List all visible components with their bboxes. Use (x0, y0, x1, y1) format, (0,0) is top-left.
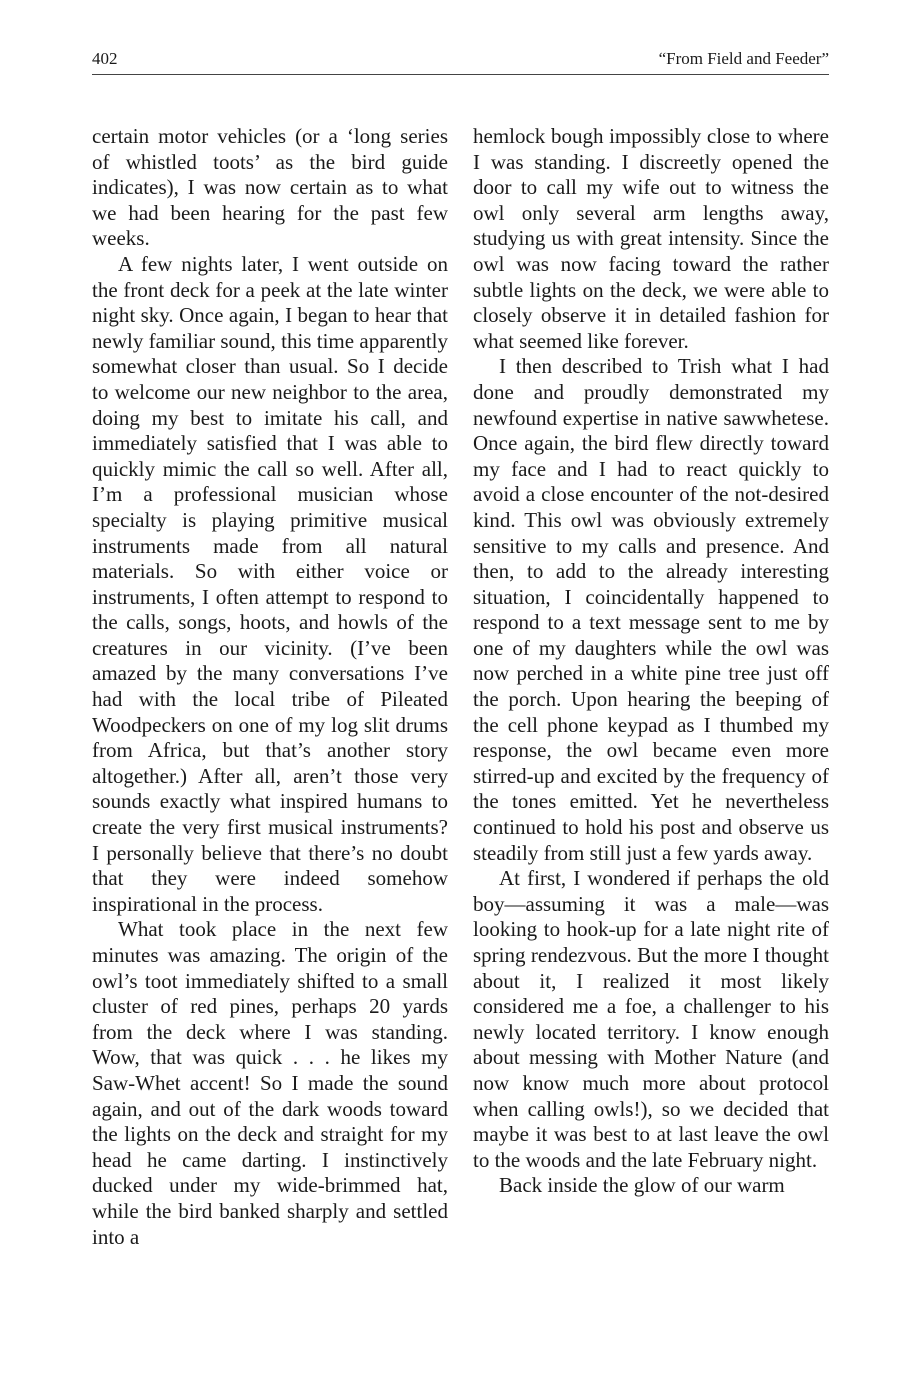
paragraph: certain motor vehicles (or a ‘long series of whistled toots’ as the bird guide indicates), I was now certain as to what we had been hearing for the past few weeks. (92, 124, 448, 251)
running-header (92, 48, 829, 74)
paragraph: hemlock bough impossibly close to where I was standing. I discreetly opened the door to call my wife out to witness the owl only several arm lengths away, studying us with great intensity. Since the owl was now facing toward the rather subtle lights on the deck, we were able to closely observe it in detailed fashion for what seemed like forever. (473, 124, 829, 353)
header-rule (92, 74, 829, 75)
paragraph: Back inside the glow of our warm (499, 1173, 785, 1198)
page-number: 402 (92, 49, 118, 68)
paragraph: I then described to Trish what I had done and proudly demonstrated my newfound expertise in native sawwhetese. Once again, the bird flew directly toward my face and I had to react quickly to avoid a close encounter of the not-desired kind. This owl was obviously extremely sensitive to my calls and presence. And then, to add to the already interesting situation, I coincidentally happened to respond to a text message sent to me by one of my daughters while the owl was now perched in a white pine tree just off the porch. Upon hearing the beeping of the cell phone keypad as I thumbed my response, the owl became even more stirred-up and excited by the frequency of the tones emitted. Yet he nevertheless continued to hold his post and observe us steadily from still just a few yards away. (473, 354, 829, 865)
right-column (473, 124, 829, 1199)
left-column (92, 124, 448, 1250)
paragraph: What took place in the next few minutes was amazing. The origin of the owl’s toot immediately shifted to a small cluster of red pines, perhaps 20 yards from the deck where I was standing. Wow, that was quick . . . he likes my Saw-Whet accent! So I made the sound again, and out of the dark woods toward the lights on the deck and straight for my head he came darting. I instinctively ducked under my wide-brimmed hat, while the bird banked sharply and settled into a (92, 917, 448, 1249)
running-title: “From Field and Feeder” (658, 49, 829, 68)
paragraph: A few nights later, I went outside on the front deck for a peek at the late winter night sky. Once again, I began to hear that newly familiar sound, this time apparently somewhat closer than usual. So I decide to welcome our new neighbor to the area, doing my best to imitate his call, and immediately satisfied that I was able to quickly mimic the call so well. After all, I’m a professional musician whose specialty is playing primitive musical instruments made from all natural materials. So with either voice or instruments, I often attempt to respond to the calls, songs, hoots, and howls of the creatures in our vicinity. (I’ve been amazed by the many conversations I’ve had with the local tribe of Pileated Woodpeckers on one of my log slit drums from Africa, but that’s another story altogether.) After all, aren’t those very sounds exactly what inspired humans to create the very first musical instruments? I personally believe that there’s no doubt that they were indeed somehow inspirational in the process. (92, 251, 448, 916)
paragraph: At first, I wondered if perhaps the old boy—assuming it was a male—was looking to hook-up for a late night rite of spring rendezvous. But the more I thought about it, I realized it most likely considered me a foe, a challenger to his newly located territory. I know enough about messing with Mother Nature (and now know much more about protocol when calling owls!), so we decided that maybe it was best to at last leave the owl to the woods and the late February night. (473, 866, 829, 1172)
